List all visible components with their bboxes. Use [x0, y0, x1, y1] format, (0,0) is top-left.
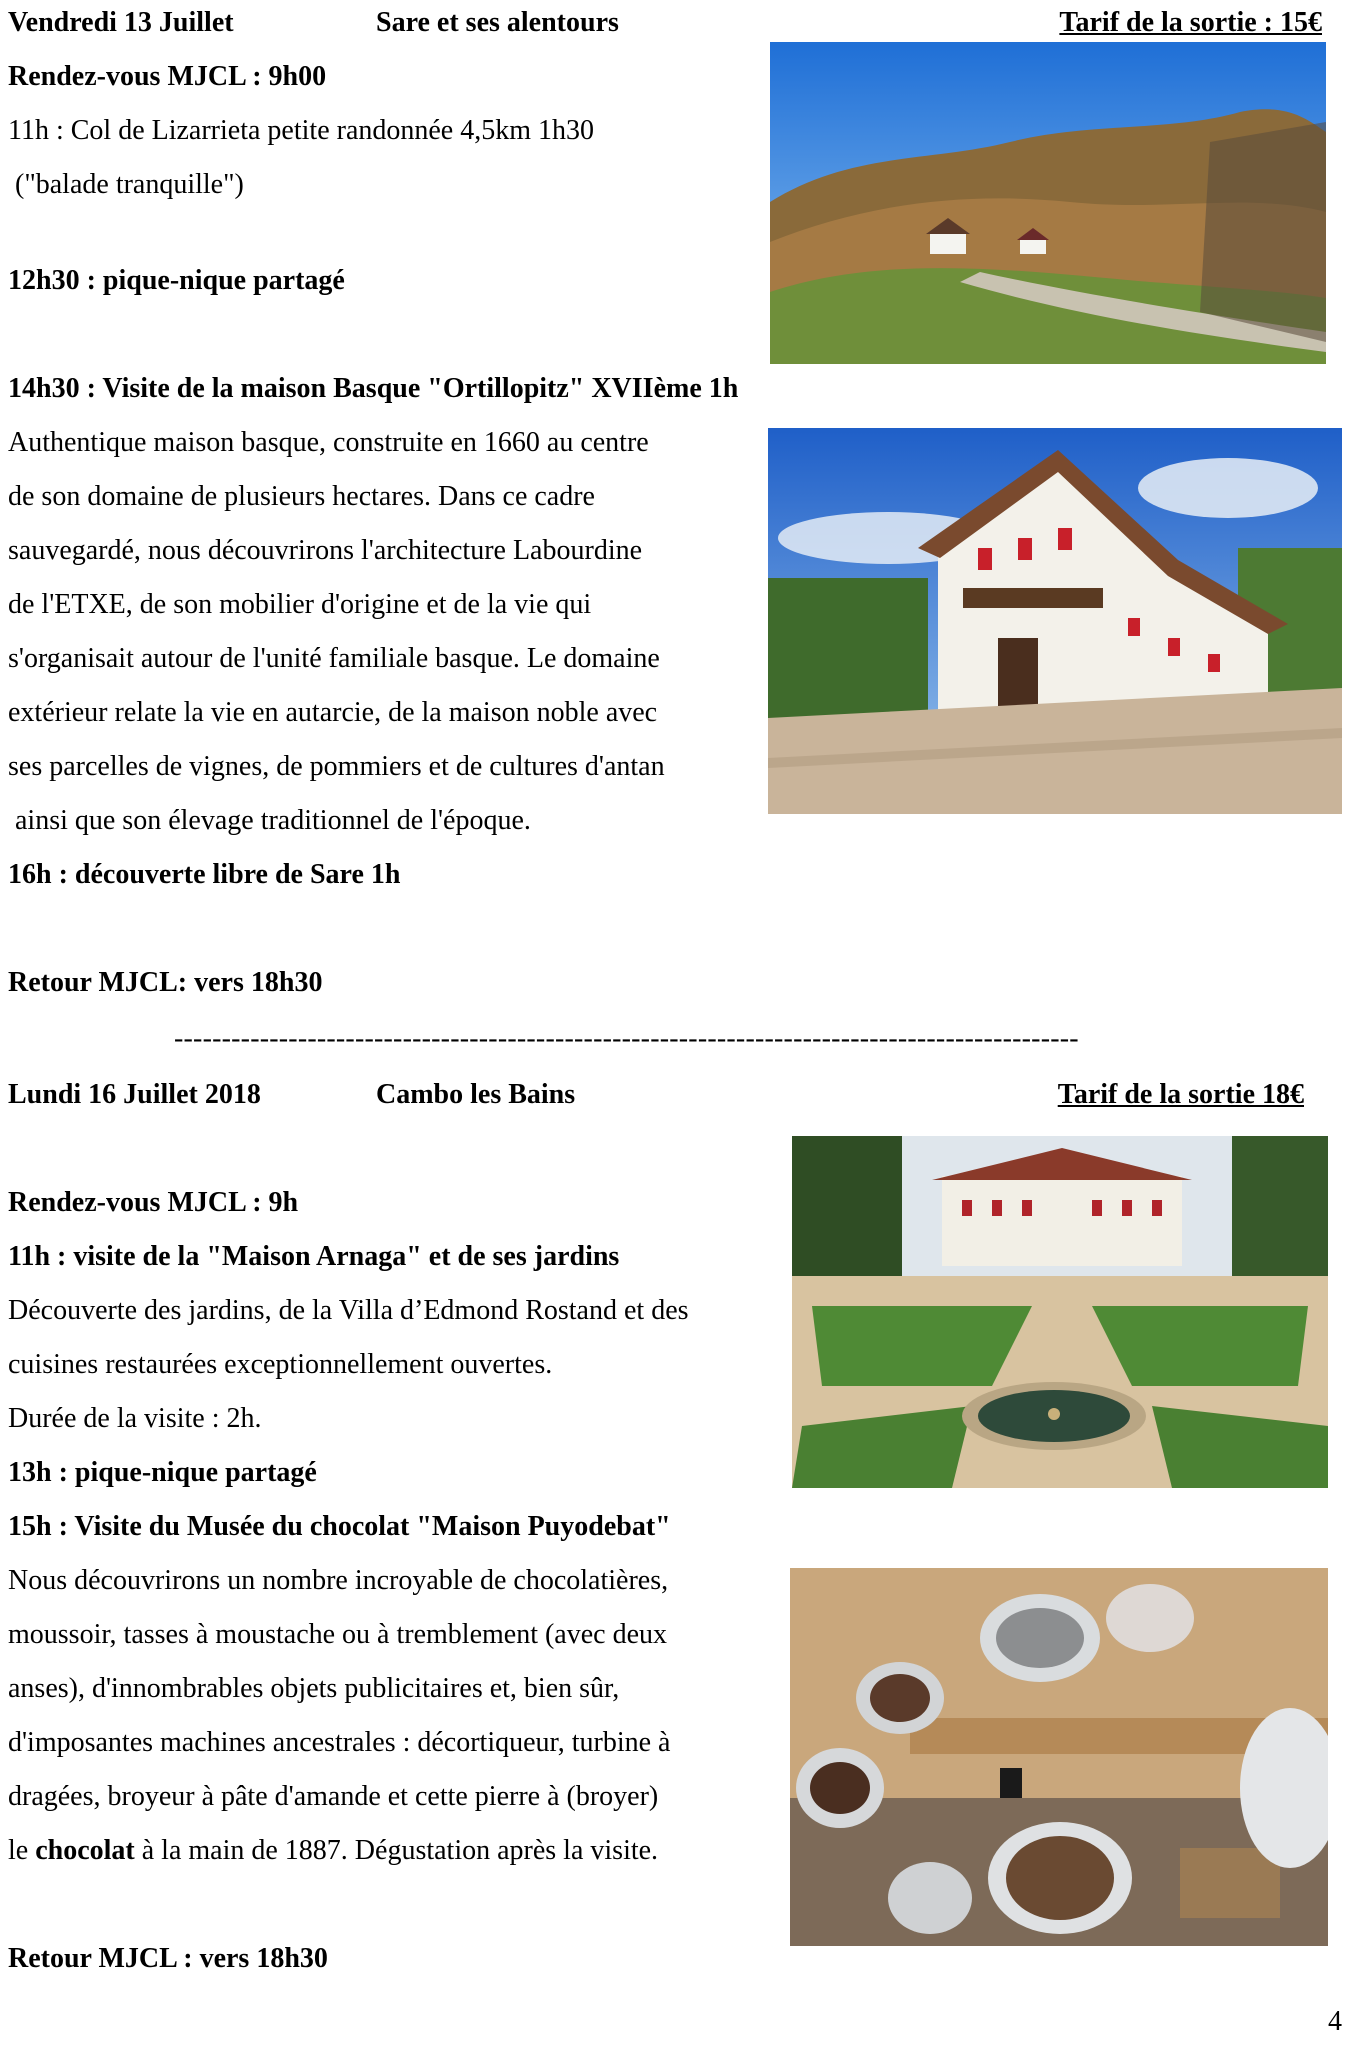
outing2-visit2: 15h : Visite du Musée du chocolat "Maison Puyodebat" [8, 1511, 671, 1542]
outing2-visit1: 11h : visite de la "Maison Arnaga" et de ses jardins [8, 1241, 620, 1272]
outing2-desc1-line: cuisines restaurées exceptionnellement ouvertes. [8, 1349, 553, 1380]
outing2-desc2-last-line [8, 1834, 658, 1868]
outing1-desc-line: extérieur relate la vie en autarcie, de la maison noble avec [8, 697, 658, 728]
outing1-return: Retour MJCL: vers 18h30 [8, 967, 323, 998]
basque-house-photo [768, 428, 1342, 814]
outing2-return: Retour MJCL : vers 18h30 [8, 1943, 328, 1974]
outing1-meeting: Rendez-vous MJCL : 9h00 [8, 61, 327, 92]
outing2-price: Tarif de la sortie 18€ [1057, 1079, 1304, 1110]
chocolat-bold-word: chocolat [35, 1835, 135, 1866]
last-line-suffix: à la main de 1887. Dégustation après la visite. [134, 1835, 659, 1866]
outing1-line2: ("balade tranquille") [8, 169, 244, 200]
chocolate-pots-photo [790, 1568, 1328, 1946]
outing1-desc-line: Authentique maison basque, construite en 1660 au centre [8, 427, 649, 458]
outing1-place: Sare et ses alentours [376, 7, 619, 38]
outing2-picnic: 13h : pique-nique partagé [8, 1457, 317, 1488]
outing2-meeting: Rendez-vous MJCL : 9h [8, 1187, 299, 1218]
outing2-desc2-line: anses), d'innombrables objets publicitaires et, bien sûr, [8, 1673, 620, 1704]
outing2-desc2-line: dragées, broyeur à pâte d'amande et cette pierre à (broyer) [8, 1781, 659, 1812]
outing1-desc-line: s'organisait autour de l'unité familiale basque. Le domaine [8, 643, 660, 674]
outing1-price: Tarif de la sortie : 15€ [1059, 7, 1322, 38]
outing1-desc-line: de l'ETXE, de son mobilier d'origine et de la vie qui [8, 589, 592, 620]
outing2-desc2-line: Nous découvrirons un nombre incroyable de chocolatières, [8, 1565, 669, 1596]
outing2-desc1-line: Découverte des jardins, de la Villa d’Edmond Rostand et des [8, 1295, 689, 1326]
outing1-free-visit: 16h : découverte libre de Sare 1h [8, 859, 401, 890]
outing1-picnic: 12h30 : pique-nique partagé [8, 265, 345, 296]
outing1-desc-line: de son domaine de plusieurs hectares. Dans ce cadre [8, 481, 595, 512]
outing1-desc-line: ainsi que son élevage traditionnel de l'époque. [8, 805, 531, 836]
outing2-date: Lundi 16 Juillet 2018 [8, 1079, 261, 1110]
last-line-prefix: le [8, 1835, 36, 1866]
outing2-place: Cambo les Bains [376, 1079, 576, 1110]
outing1-visit: 14h30 : Visite de la maison Basque "Ortillopitz" XVIIème 1h [8, 373, 739, 404]
section-separator: ----------------------------------------------------------------------------------------------- [174, 1023, 1079, 1054]
outing2-desc1-line: Durée de la visite : 2h. [8, 1403, 262, 1434]
outing1-desc-line: ses parcelles de vignes, de pommiers et de cultures d'antan [8, 751, 665, 782]
outing2-desc2-line: moussoir, tasses à moustache ou à tremblement (avec deux [8, 1619, 668, 1650]
outing2-desc2-line: d'imposantes machines ancestrales : décortiqueur, turbine à [8, 1727, 671, 1758]
outing1-desc-line: sauvegardé, nous découvrirons l'architecture Labourdine [8, 535, 643, 566]
page-number: 4 [1328, 2006, 1342, 2037]
outing1-line1: 11h : Col de Lizarrieta petite randonnée 4,5km 1h30 [8, 115, 595, 146]
arnaga-gardens-photo [792, 1136, 1328, 1488]
outing1-date: Vendredi 13 Juillet [8, 7, 234, 38]
landscape-photo [770, 42, 1326, 364]
